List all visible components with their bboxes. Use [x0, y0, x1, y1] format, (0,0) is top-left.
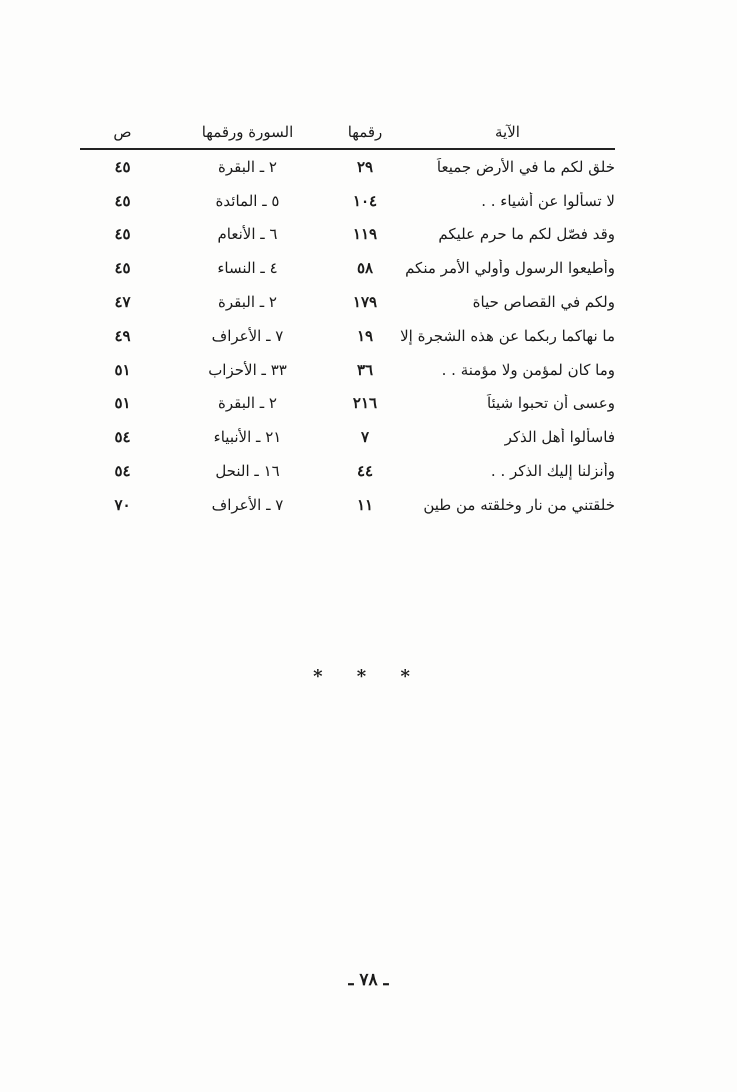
page-cell: ٤٧: [114, 293, 131, 312]
page-cell: ٤٥: [114, 225, 131, 244]
verse-number-cell: ٧: [360, 428, 370, 447]
table-row: [80, 488, 615, 522]
verse-number-cell: ١٩: [356, 326, 374, 345]
table-row: [80, 184, 615, 218]
page-cell: ٤٥: [114, 191, 131, 210]
page-cell: ٥٤: [114, 428, 131, 447]
header-page: ص: [113, 123, 132, 141]
surah-cell: ٧ ـ الأعراف: [211, 326, 284, 345]
verse-number-cell: ٢١٦: [352, 394, 378, 413]
table-row: [80, 150, 615, 184]
surah-cell: ٦ ـ الأنعام: [217, 225, 278, 244]
verse-cell: فاسألوا أهل الذكر: [504, 428, 615, 447]
verse-number-cell: ٢٩: [356, 157, 374, 176]
surah-cell: ٢١ ـ الأنبياء: [213, 428, 282, 447]
table-row: [80, 454, 615, 488]
page-cell: ٥٤: [114, 462, 131, 481]
verse-cell: ولكم في القصاص حياة: [472, 293, 615, 312]
verse-cell: وما كان لمؤمن ولا مؤمنة . .: [441, 360, 615, 379]
header-verse: الآية: [495, 123, 520, 141]
verse-number-cell: ٣٦: [356, 360, 374, 379]
surah-cell: ٢ ـ البقرة: [218, 293, 277, 312]
table-row: [80, 285, 615, 319]
verse-number-cell: ١١٩: [352, 225, 378, 244]
verse-cell: وأنزلنا إليك الذكر . .: [490, 462, 615, 481]
surah-cell: ٣٣ ـ الأحزاب: [208, 360, 287, 379]
surah-cell: ٤ ـ النساء: [217, 259, 278, 278]
page-cell: ٧٠: [114, 495, 131, 514]
table-header: [80, 116, 615, 150]
page-cell: ٥١: [114, 360, 131, 379]
verse-number-cell: ١٠٤: [352, 191, 378, 210]
verse-number-cell: ٥٨: [356, 259, 374, 278]
page-cell: ٤٥: [114, 259, 131, 278]
page-cell: ٤٩: [114, 326, 131, 345]
page-number: ـ ٧٨ ـ: [348, 970, 389, 990]
verse-cell: خلق لكم ما في الأرض جميعاً: [436, 157, 615, 176]
table-row: [80, 218, 615, 252]
verses-index-table: [80, 116, 615, 522]
surah-cell: ١٦ ـ النحل: [215, 462, 280, 481]
verse-number-cell: ١١: [356, 495, 374, 514]
verse-cell: وقد فصّل لكم ما حرم عليكم: [438, 225, 615, 244]
verse-cell: وعسى أن تحبوا شيئاً: [486, 394, 615, 413]
page-cell: ٥١: [114, 394, 131, 413]
surah-cell: ٥ ـ المائدة: [215, 191, 280, 210]
verse-cell: خلقتني من نار وخلقته من طين: [423, 495, 615, 514]
verse-number-cell: ١٧٩: [352, 293, 378, 312]
table-row: [80, 319, 615, 353]
section-separator-stars: * * *: [313, 666, 424, 687]
verse-cell: لا تسألوا عن أشياء . .: [481, 191, 615, 210]
table-row: [80, 420, 615, 454]
header-surah: السورة ورقمها: [201, 123, 294, 141]
verse-number-cell: ٤٤: [356, 462, 374, 481]
table-row: [80, 387, 615, 421]
header-number: رقمها: [347, 123, 383, 141]
surah-cell: ٧ ـ الأعراف: [211, 495, 284, 514]
page-cell: ٤٥: [114, 157, 131, 176]
verse-cell: ما نهاكما ربكما عن هذه الشجرة إلا: [400, 326, 615, 345]
surah-cell: ٢ ـ البقرة: [218, 394, 277, 413]
table-row: [80, 251, 615, 285]
verse-cell: وأطيعوا الرسول وأولي الأمر منكم: [405, 259, 615, 278]
surah-cell: ٢ ـ البقرة: [218, 157, 277, 176]
table-row: [80, 353, 615, 387]
